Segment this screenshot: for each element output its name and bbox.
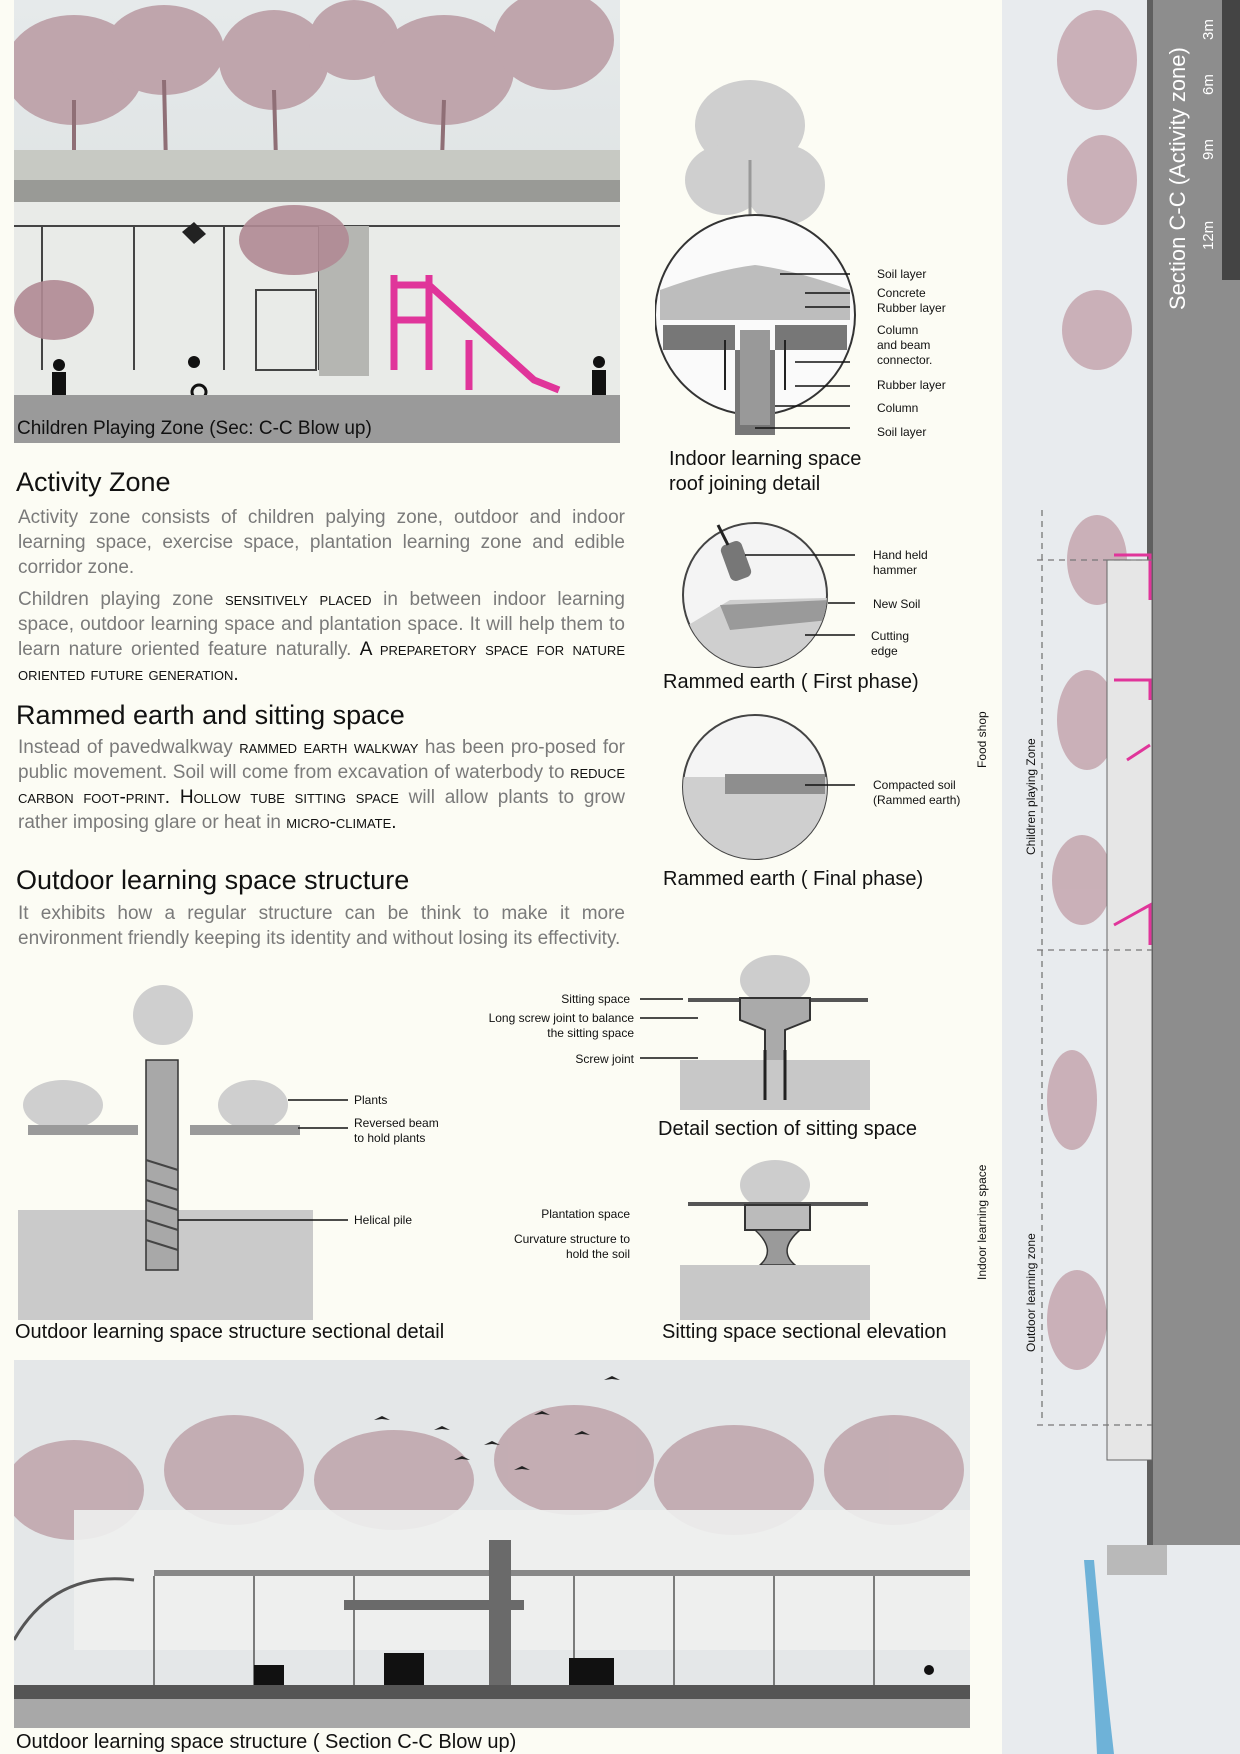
rammed-final-label-1: Compacted soil [873,778,956,792]
sitting-detail-label-long-screw-1: Long screw joint to balance [488,1011,634,1025]
section-zone-indoor-learning: Indoor learning space [975,1164,989,1280]
activity-zone-p2-emphasis-b: sensitively placed [225,589,372,610]
rammed-final-label-2: (Rammed earth) [873,793,961,807]
outdoor-sectional-caption: Outdoor learning space structure sectional detail [15,1321,445,1343]
sitting-elevation-label-curvature-1: Curvature structure to [513,1232,630,1246]
activity-zone-p2-text-a: Children playing zone [18,589,214,610]
sitting-detail-caption: Detail section of sitting space [658,1118,918,1140]
roof-label-concrete: Concrete [877,286,926,300]
rammed-first-phase-caption: Rammed earth ( First phase) [663,671,919,693]
outdoor-learning-section-image [14,1360,970,1728]
rammed-earth-text-e: will allow plants to grow rather imposing glare or heat in [18,787,626,833]
outdoor-sectional-detail-svg [18,980,348,1320]
children-playing-zone-illustration [14,0,620,443]
activity-zone-paragraph-1: Activity zone consists of children palying zone, outdoor and indoor learning space, exercise space, plantation learning zone and edible corridor zone. [18,507,625,578]
roof-label-column-and-beam-3: connector. [877,353,933,367]
sitting-elevation-caption: Sitting space sectional elevation [662,1321,947,1343]
outdoor-structure-paragraph: It exhibits how a regular structure can be think to make it more environment friendly keeping its identity and without losing its effectivity. [18,903,625,949]
roof-label-soil-layer-2: Soil layer [877,425,927,439]
section-zone-outdoor-learning: Outdoor learning zone [1024,1233,1038,1352]
rammed-first-phase-svg [680,520,890,670]
rammed-final-phase-drawing [680,712,890,864]
rammed-earth-heading: Rammed earth and sitting space [16,700,405,730]
outdoor-learning-section-illustration [14,1360,970,1728]
rammed-first-label-hammer-1: Hand held [873,548,928,562]
section-scale-3m: 3m [1200,19,1217,40]
activity-zone-paragraph-2 [18,587,625,687]
sitting-detail-arrows [638,990,718,1070]
roof-label-rubber-layer-2: Rubber layer [877,378,946,392]
roof-label-column: Column [877,401,919,415]
section-zone-food-shop: Food shop [975,711,989,768]
rammed-earth-emphasis-d: reduce carbon foot-print. Hollow tube sitting space [18,762,625,808]
roof-detail-caption-line-2: roof joining detail [669,473,821,495]
sitting-detail-label-sitting-space: Sitting space [561,992,630,1006]
rammed-earth-text-a: Instead of pavedwalkway [18,737,233,758]
outdoor-learning-section-caption: Outdoor learning space structure ( Section C-C Blow up) [16,1731,517,1753]
rammed-final-phase-caption: Rammed earth ( Final phase) [663,868,924,890]
sitting-elevation-label-plantation: Plantation space [541,1207,630,1221]
roof-detail-caption-line-1: Indoor learning space [669,448,862,470]
activity-zone-p2-emphasis-d: A preparetory space for nature oriented future generation. [18,639,625,685]
rammed-earth-paragraph [18,735,625,835]
rammed-earth-text-c: has been pro-posed for public movement. Soil will come from excavation of waterbody to [18,737,626,783]
section-scale-12m: 12m [1200,220,1217,250]
section-c-c-illustration [1002,0,1240,1754]
rammed-first-label-cutting-2: edge [871,644,898,658]
outdoor-structure-heading: Outdoor learning space structure [16,865,410,895]
rammed-first-label-cutting-1: Cutting [871,629,910,643]
sitting-detail-label-long-screw-2: the sitting space [547,1026,634,1040]
rammed-first-phase-drawing [680,520,890,670]
sitting-detail-arrows-svg [638,990,718,1070]
section-strip-title: Section C-C (Activity zone) [1165,47,1190,310]
outdoor-sectional-detail-drawing [18,980,348,1320]
outdoor-sectional-label-reversed-beam-1: Reversed beam [354,1116,439,1130]
outdoor-sectional-label-reversed-beam-2: to hold plants [354,1131,426,1145]
rammed-first-label-new-soil: New Soil [873,597,921,611]
outdoor-sectional-label-plants: Plants [354,1093,388,1107]
sitting-space-elevation-svg [680,1150,880,1320]
children-playing-zone-caption: Children Playing Zone (Sec: C-C Blow up) [17,418,372,439]
sitting-elevation-label-curvature-2: hold the soil [565,1247,630,1261]
section-scale-6m: 6m [1200,74,1217,95]
rammed-final-phase-svg [680,712,890,864]
rammed-first-label-hammer-2: hammer [873,563,918,577]
rammed-earth-emphasis-b: rammed earth walkway [239,737,419,758]
section-scale-9m: 9m [1200,139,1217,160]
sitting-detail-label-screw-joint: Screw joint [575,1052,634,1066]
roof-label-column-and-beam-1: Column [877,323,919,337]
outdoor-sectional-label-helical-pile: Helical pile [354,1213,413,1227]
activity-zone-heading: Activity Zone [16,467,171,497]
children-playing-zone-image [14,0,620,443]
roof-label-soil-layer-1: Soil layer [877,267,927,281]
rammed-earth-emphasis-f: micro-climate. [286,812,397,833]
roof-label-rubber-layer-1: Rubber layer [877,301,946,315]
section-zone-children-playing: Children playing Zone [1024,738,1038,855]
section-c-c-strip [1002,0,1240,1754]
roof-label-column-and-beam-2: and beam [877,338,931,352]
sitting-space-elevation-drawing [680,1150,880,1320]
activity-zone-p2-text-c: in between indoor learning space, outdoor learning space and plantation space. It will help them to learn nature oriented feature naturally. [18,589,625,660]
